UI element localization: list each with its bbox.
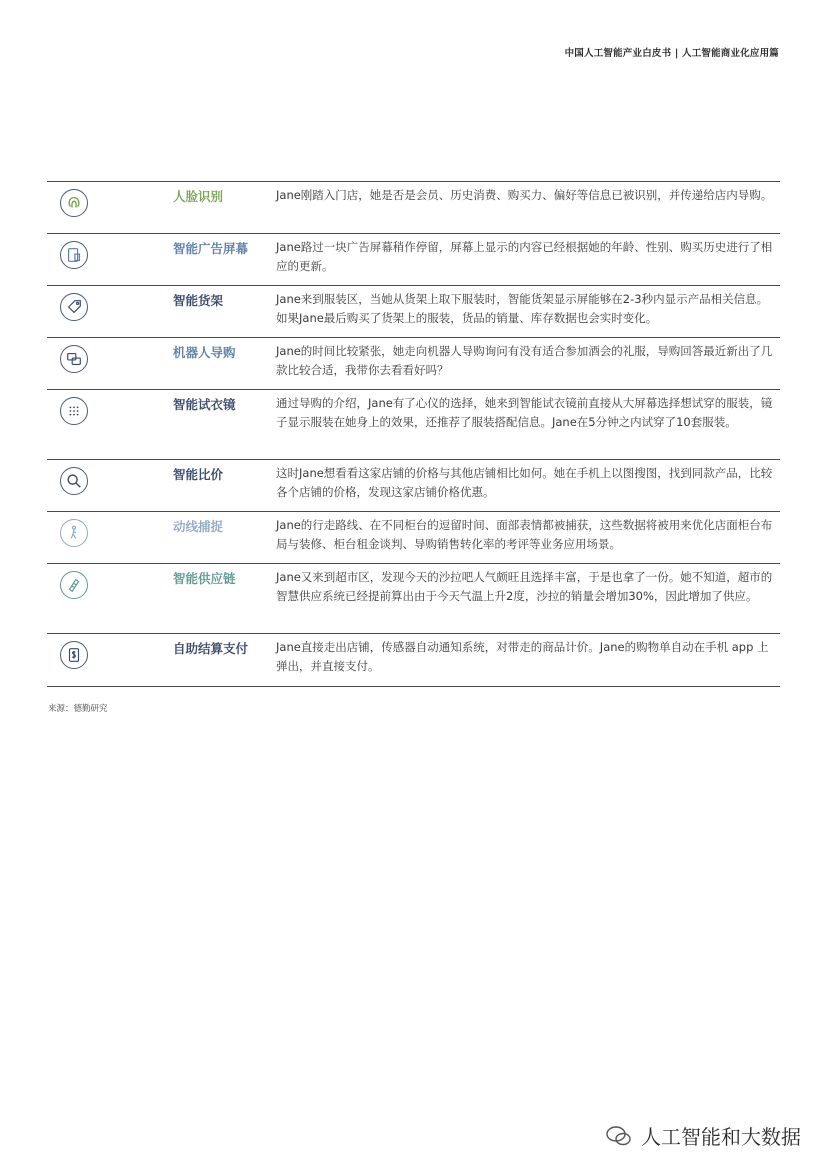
row-description: Jane路过一块广告屏幕稍作停留，屏幕上显示的内容已经根据她的年龄、性别、购买历史进行了相应的更新。 bbox=[276, 240, 773, 273]
row-label: 自助结算支付 bbox=[173, 641, 249, 656]
page-header: 中国人工智能产业白皮书 | 人工智能商业化应用篇 bbox=[564, 48, 779, 59]
row-label: 智能比价 bbox=[173, 467, 224, 482]
wechat-icon bbox=[605, 1125, 633, 1147]
table-row bbox=[47, 390, 780, 460]
row-description: Jane的行走路线、在不同柜台的逗留时间、面部表情都被捕获，这些数据将被用来优化店面柜台布局与装修、柜台租金谈判、导购销售转化率的考评等业务应用场景。 bbox=[276, 518, 773, 551]
row-label: 智能广告屏幕 bbox=[173, 241, 249, 256]
scenario-table bbox=[47, 181, 780, 687]
table-row bbox=[47, 234, 780, 286]
walking-person-icon bbox=[60, 519, 88, 547]
source-note: 来源：德勤研究 bbox=[48, 704, 108, 714]
chat-icon bbox=[60, 345, 88, 373]
table-row bbox=[47, 564, 780, 634]
row-label: 智能货架 bbox=[173, 293, 224, 308]
watermark bbox=[605, 1121, 801, 1150]
mirror-grid-icon bbox=[60, 397, 88, 425]
row-description: Jane来到服装区，当她从货架上取下服装时，智能货架显示屏能够在2-3秒内显示产品相关信息。如果Jane最后购买了货架上的服装，货品的销量、库存数据也会实时变化。 bbox=[276, 292, 769, 325]
row-label: 机器人导购 bbox=[173, 345, 236, 360]
table-row bbox=[47, 512, 780, 564]
face-recognition-icon bbox=[60, 189, 88, 217]
watermark-text: 人工智能和大数据 bbox=[641, 1125, 801, 1149]
tag-icon bbox=[60, 293, 88, 321]
row-description: Jane直接走出店铺，传感器自动通知系统，对带走的商品计价。Jane的购物单自动在手机 app 上弹出，并直接支付。 bbox=[276, 640, 769, 673]
table-row bbox=[47, 634, 780, 687]
row-description: 这时Jane想看看这家店铺的价格与其他店铺相比如何。她在手机上以图搜图，找到同款产品，比较各个店铺的价格，发现这家店铺价格优惠。 bbox=[276, 466, 773, 499]
row-description: 通过导购的介绍，Jane有了心仪的选择，她来到智能试衣镜前直接从大屏幕选择想试穿的服装，镜子显示服装在她身上的效果，还推荐了服装搭配信息。Jane在5分钟之内试穿了10套服装。 bbox=[276, 396, 773, 429]
ad-screen-icon bbox=[60, 241, 88, 269]
payment-icon bbox=[60, 641, 88, 669]
table-row bbox=[47, 460, 780, 512]
row-label: 智能供应链 bbox=[173, 571, 236, 586]
table-row bbox=[47, 286, 780, 338]
row-description: Jane刚踏入门店，她是否是会员、历史消费、购买力、偏好等信息已被识别，并传递给店内导购。 bbox=[276, 188, 773, 202]
row-label: 动线捕捉 bbox=[173, 519, 224, 534]
supply-chain-icon bbox=[60, 571, 88, 599]
search-icon bbox=[60, 467, 88, 495]
row-description: Jane的时间比较紧张，她走向机器人导购询问有没有适合参加酒会的礼服，导购回答最近新出了几款比较合适，我带你去看看好吗？ bbox=[276, 344, 773, 377]
table-row bbox=[47, 182, 780, 234]
row-label: 人脸识别 bbox=[173, 189, 224, 204]
row-label: 智能试衣镜 bbox=[173, 397, 236, 412]
table-row bbox=[47, 338, 780, 390]
row-description: Jane又来到超市区，发现今天的沙拉吧人气颇旺且选择丰富，于是也拿了一份。她不知道，超市的智慧供应系统已经提前算出由于今天气温上升2度，沙拉的销量会增加30%，因此增加了供应。 bbox=[276, 570, 773, 603]
